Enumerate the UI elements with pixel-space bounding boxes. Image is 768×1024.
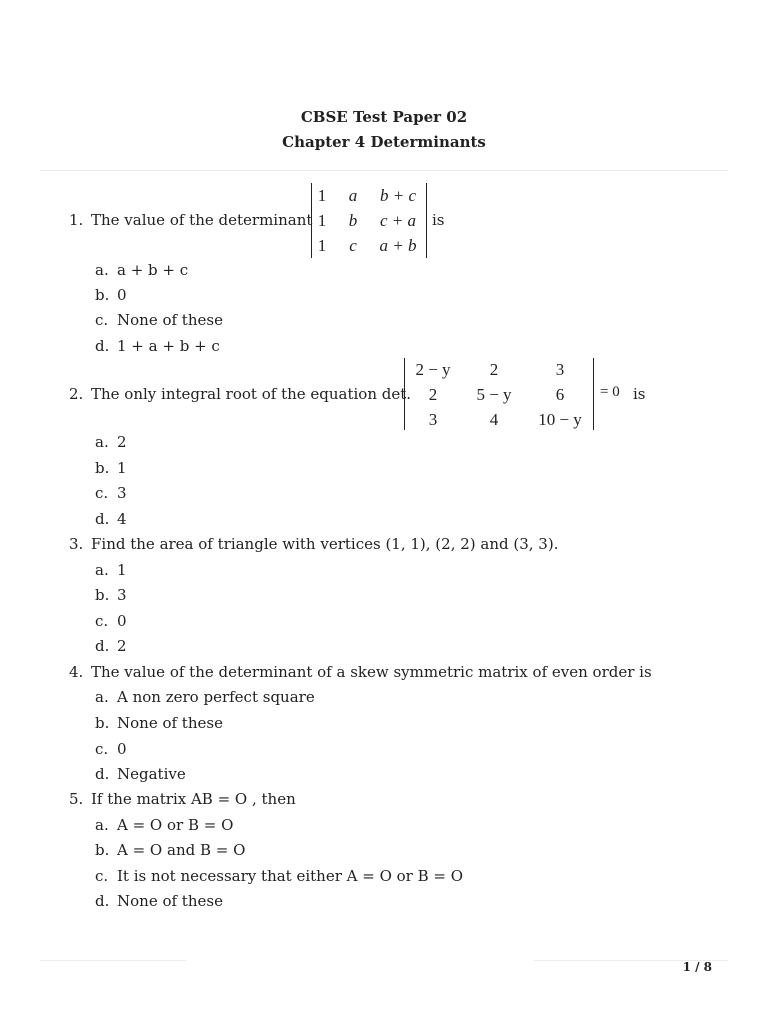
option-2d[interactable] <box>95 510 127 528</box>
option-text: A = O and B = O <box>117 841 246 859</box>
option-letter: a. <box>95 816 109 834</box>
option-letter: a. <box>95 688 109 706</box>
option-letter: b. <box>95 586 110 604</box>
option-text: 0 <box>117 286 127 304</box>
option-3b[interactable] <box>95 586 127 604</box>
question-5 <box>69 790 296 808</box>
option-text: A non zero perfect square <box>117 688 315 706</box>
question-1 <box>69 211 312 229</box>
question-suffix: is <box>432 211 445 229</box>
option-2a[interactable] <box>95 433 127 451</box>
option-letter: b. <box>95 459 110 477</box>
matrix-cell: c <box>349 236 357 255</box>
option-4a[interactable] <box>95 688 315 706</box>
option-5d[interactable] <box>95 892 223 910</box>
option-letter: a. <box>95 261 109 279</box>
option-letter: d. <box>95 892 110 910</box>
question-text: The value of the determinant <box>91 211 313 229</box>
option-5c[interactable] <box>95 867 463 885</box>
option-5b[interactable] <box>95 841 245 859</box>
matrix-cell: 10 − y <box>538 410 582 429</box>
matrix-cell: a + b <box>379 236 417 255</box>
question-number: 2. <box>69 385 84 403</box>
question-suffix: is <box>633 385 646 403</box>
option-3d[interactable] <box>95 637 127 655</box>
determinant-2 <box>404 358 594 430</box>
option-letter: d. <box>95 765 110 783</box>
option-text: 2 <box>117 433 127 451</box>
option-text: 4 <box>117 510 127 528</box>
matrix-cell: 2 − y <box>415 360 451 379</box>
option-2c[interactable] <box>95 484 127 502</box>
option-text: Negative <box>117 765 186 783</box>
option-text: 1 <box>117 561 127 579</box>
option-text: It is not necessary that either A = O or B = O <box>117 867 464 885</box>
option-letter: b. <box>95 714 110 732</box>
option-1c[interactable] <box>95 311 223 329</box>
determinant-1 <box>311 183 427 258</box>
matrix-cell: 3 <box>428 410 438 429</box>
option-letter: a. <box>95 433 109 451</box>
option-text: 0 <box>117 612 127 630</box>
page-number: 1 / 8 <box>682 960 712 974</box>
option-text: 1 <box>117 459 127 477</box>
option-letter: b. <box>95 841 110 859</box>
option-1d[interactable] <box>95 337 220 355</box>
option-text: 3 <box>117 484 127 502</box>
option-text: None of these <box>117 714 223 732</box>
matrix-cell: 2 <box>489 360 499 379</box>
matrix-cell: b <box>348 211 358 230</box>
option-letter: d. <box>95 510 110 528</box>
option-letter: c. <box>95 867 109 885</box>
option-4b[interactable] <box>95 714 223 732</box>
question-3 <box>69 535 558 553</box>
option-letter: c. <box>95 311 109 329</box>
matrix-cell: b + c <box>379 186 417 205</box>
option-2b[interactable] <box>95 459 127 477</box>
option-1a[interactable] <box>95 261 188 279</box>
option-letter: c. <box>95 484 109 502</box>
option-letter: d. <box>95 337 110 355</box>
page-title: CBSE Test Paper 02 <box>300 108 468 126</box>
option-text: 0 <box>117 740 127 758</box>
option-text: None of these <box>117 311 223 329</box>
header-divider <box>40 170 728 171</box>
matrix-cell: 1 <box>317 186 327 205</box>
matrix-cell: 1 <box>317 211 327 230</box>
equation-equals: = 0 <box>600 384 620 400</box>
option-text: A = O or B = O <box>117 816 234 834</box>
question-2 <box>69 385 411 403</box>
matrix-cell: a <box>348 186 358 205</box>
option-text: 1 + a + b + c <box>117 337 220 355</box>
question-4 <box>69 663 652 681</box>
footer-divider-left <box>40 960 186 961</box>
option-text: None of these <box>117 892 223 910</box>
question-text: The only integral root of the equation det. <box>91 385 412 403</box>
option-4d[interactable] <box>95 765 186 783</box>
option-letter: b. <box>95 286 110 304</box>
matrix-cell: 4 <box>489 410 499 429</box>
option-text: 2 <box>117 637 127 655</box>
question-number: 4. <box>69 663 84 681</box>
matrix-cell: c + a <box>379 211 417 230</box>
question-number: 5. <box>69 790 84 808</box>
option-text: a + b + c <box>117 261 189 279</box>
question-text: Find the area of triangle with vertices (1, 1), (2, 2) and (3, 3). <box>91 535 559 553</box>
question-number: 3. <box>69 535 84 553</box>
question-text: The value of the determinant of a skew symmetric matrix of even order is <box>91 663 652 681</box>
option-letter: d. <box>95 637 110 655</box>
option-3a[interactable] <box>95 561 127 579</box>
matrix-cell: 2 <box>428 385 438 404</box>
option-letter: a. <box>95 561 109 579</box>
chapter-subtitle: Chapter 4 Determinants <box>282 133 486 151</box>
matrix-cell: 3 <box>555 360 565 379</box>
option-letter: c. <box>95 612 109 630</box>
option-letter: c. <box>95 740 109 758</box>
option-4c[interactable] <box>95 740 127 758</box>
option-text: 3 <box>117 586 127 604</box>
option-1b[interactable] <box>95 286 127 304</box>
option-5a[interactable] <box>95 816 233 834</box>
matrix-cell: 1 <box>317 236 327 255</box>
question-number: 1. <box>69 211 84 229</box>
option-3c[interactable] <box>95 612 127 630</box>
matrix-cell: 5 − y <box>476 385 512 404</box>
matrix-cell: 6 <box>555 385 565 404</box>
question-text: If the matrix AB = O , then <box>91 790 296 808</box>
